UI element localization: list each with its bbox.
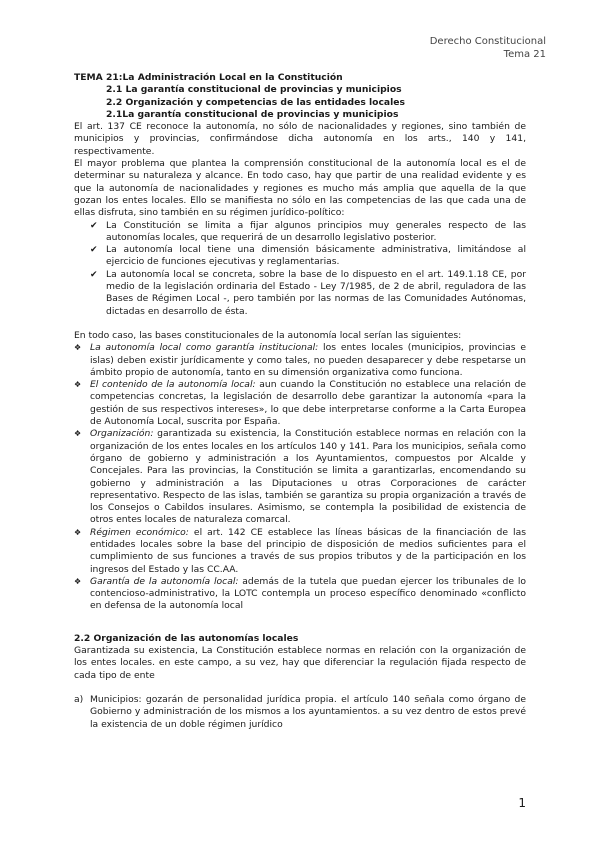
toc-item-1: 2.1 La garantía constitucional de provincias y municipios — [106, 84, 402, 96]
section-1-paragraph-3: En todo caso, las bases constitucionales de la autonomía local serían las siguientes: — [74, 329, 462, 341]
check-item: ✔ La autonomía local tiene una dimensión básicamente administrativa, limitándose al ejercicio de funciones ejecutivas y reglamentarias. — [90, 244, 526, 269]
toc-item-2: 2.2 Organización y competencias de las entidades locales — [106, 96, 405, 108]
bases-item-lead: Garantía de la autonomía local: — [90, 575, 239, 587]
bases-item-lead: El contenido de la autonomía local: — [90, 379, 256, 391]
bases-item — [74, 379, 526, 428]
page-number: 1 — [518, 796, 526, 810]
bases-item-lead: Organización: — [90, 428, 154, 440]
check-item: ✔ La Constitución se limita a fijar algunos principios muy generales respecto de las autonomías locales, que requerirá de un desarrollo legislativo posterior. — [90, 220, 526, 245]
bases-item — [74, 576, 526, 613]
bases-item — [74, 342, 526, 379]
page-header — [430, 36, 546, 61]
bases-item-text: garantizada su existencia, la Constitución establece normas en relación con la organización de los entes locales en los artículos 140 y 141. Para los municipios, señala como órgano de gobierno y administración a los Ayuntamientos, compuestos por Alcalde y Concejales. Para las provincias, la Constitución se limita a garantizarlas, encomendando su gobierno y administración a las Diputaciones u otras Corporaciones de carácter representativo. Respecto de las islas, también se garantiza su propia organización a través de los Consejos o Cabildos insulares. Asimismo, se contempla la posibilidad de existencia de otros entes locales de naturaleza comarcal. — [90, 428, 526, 526]
section-2-paragraph-1: Garantizada su existencia, La Constitución establece normas en relación con la organización de los entes locales. en este campo, a su vez, hay que diferenciar la regulación fijada respecto de cada tipo de ente — [74, 645, 526, 681]
bases-item-lead: La autonomía local como garantía institucional: — [90, 342, 319, 354]
bases-item — [74, 428, 526, 526]
header-subject: Derecho Constitucional — [429, 36, 546, 47]
bases-item-text: los entes locales (municipios, provincias e islas) deben existir jurídicamente y como tales, no pueden desaparecer y debe respetarse un ámbito propio de autonomía, tanto en su dimensión organizativa como funciona. — [90, 342, 526, 378]
section-1-heading: 2.1La garantía constitucional de provincias y municipios — [106, 108, 399, 120]
bases-item-lead: Régimen económico: — [90, 526, 189, 538]
check-item: ✔ La autonomía local se concreta, sobre la base de lo dispuesto en el art. 149.1.18 CE, por medio de la legislación ordinaria del Estado - Ley 7/1985, de 2 de abril, reguladora de las Bases de Régimen Local -, pero también por las normas de las Comunidades Autónomas, dictadas en desarrollo de ésta. — [90, 269, 526, 318]
bases-item-text: aun cuando la Constitución no establece una relación de competencias concretas, la legislación de desarrollo debe garantizar la autonomía «para la gestión de sus respectivos intereses», lo que debe interpretarse conforme a la Carta Europea de Autonomía Local, suscrita por España. — [90, 379, 526, 428]
section-2-heading: 2.2 Organización de las autonomías locales — [74, 632, 299, 644]
entity-list — [74, 694, 526, 731]
bases-list — [74, 342, 526, 613]
section-1-paragraph-2: El mayor problema que plantea la comprensión constitucional de la autonomía local es el de determinar su naturaleza y alcance. En todo caso, hay que partir de una realidad evidente y es que la autonomía de nacionalidades y regiones es mucho más amplia que aquella de la que gozan los entes locales. Ello se manifiesta no sólo en las competencias de las que cada una de ellas disfruta, sino también en su régimen jurídico-político: — [74, 158, 526, 219]
bases-item — [74, 527, 526, 576]
header-topic: Tema 21 — [503, 48, 546, 60]
bases-item-text: además de la tutela que puedan ejercer los tribunales de lo contencioso-administrativo, la LOTC contempla un proceso específico denominado «conflicto en defensa de la autonomía local — [90, 575, 526, 612]
toc-title: TEMA 21:La Administración Local en la Constitución — [74, 72, 343, 83]
bases-item-text: el art. 142 CE establece las líneas básicas de la financiación de las entidades locales sobre la base del principio de disposición de medios suficientes para el cumplimiento de sus funciones a través de sus propios tributos y de la participación en los ingresos del Estado y las CC.AA. — [90, 526, 526, 575]
entity-item-text: Municipios: gozarán de personalidad jurídica propia. el artículo 140 señala como órgano de Gobierno y administración de los mismos a los ayuntamientos. a su vez dentro de estos prevé la existencia de un doble régimen jurídico — [90, 693, 526, 730]
section-1-paragraph-1: El art. 137 CE reconoce la autonomía, no sólo de nacionalidades y regiones, sino también de municipios y provincias, confirmándose dicha autonomía en los arts., 140 y 141, respectivamente. — [74, 121, 526, 157]
entity-item-marker: a) — [74, 693, 84, 705]
entity-item — [74, 694, 526, 731]
page-body — [74, 72, 526, 731]
check-list — [74, 220, 526, 318]
